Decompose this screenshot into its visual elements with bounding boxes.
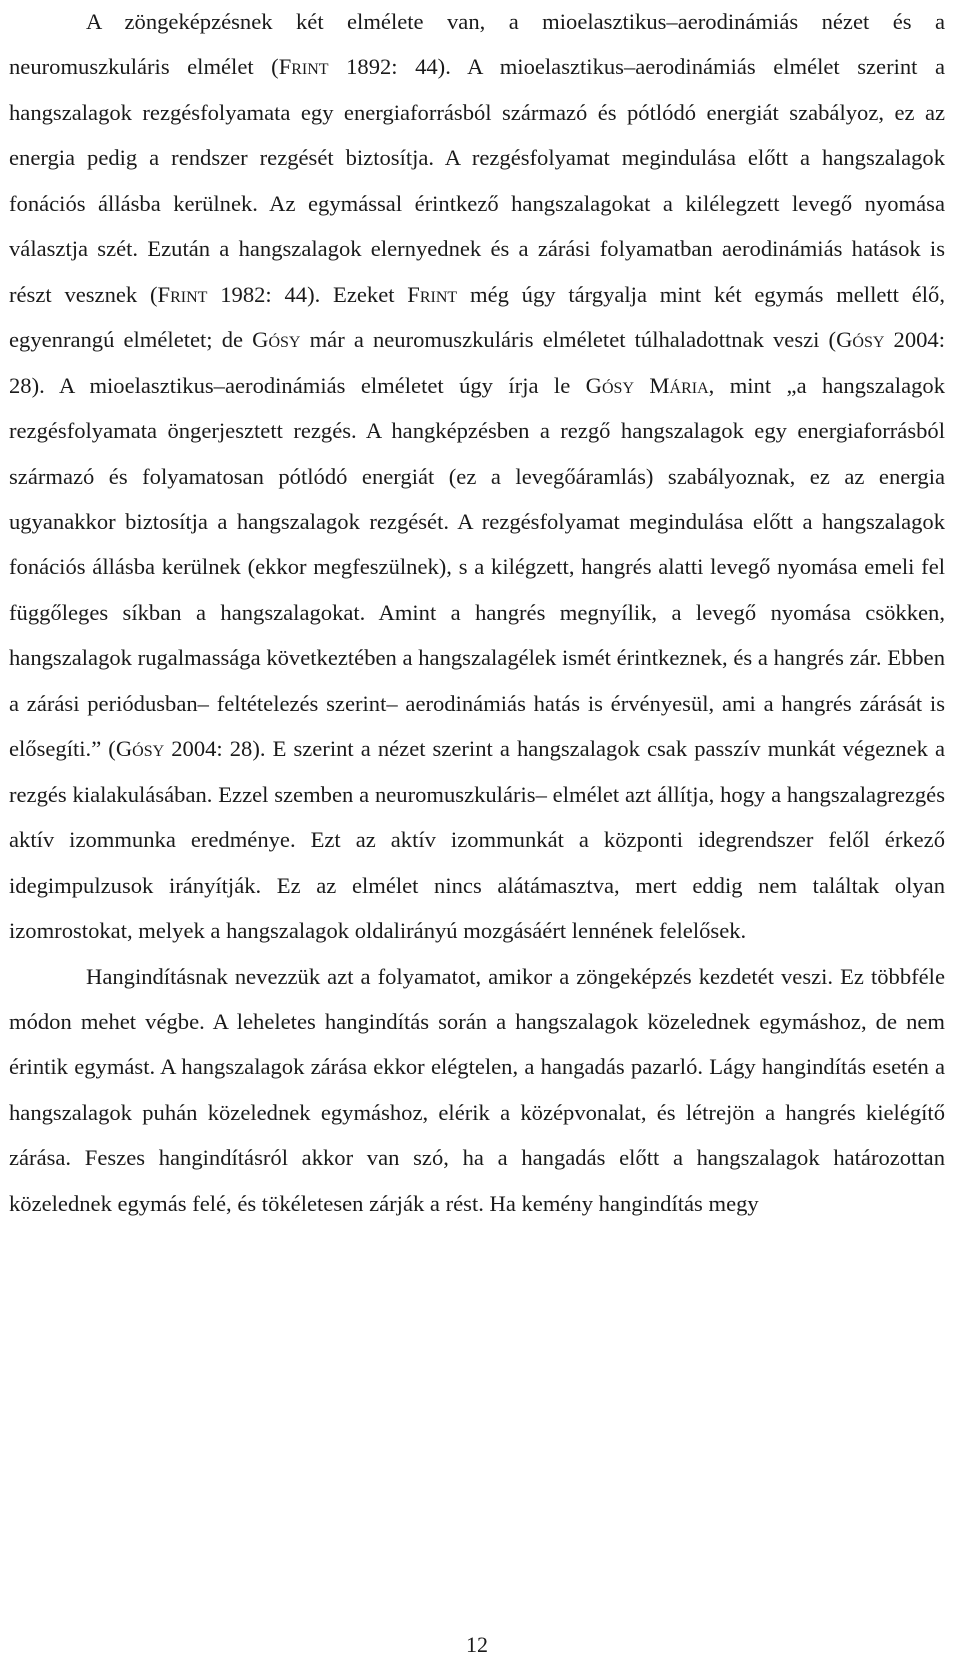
author-name: Gósy	[836, 327, 885, 353]
text-run: Hangindításnak nevezzük azt a folyamatot, amikor a zöngeképzés kezdetét veszi. Ez többféle módon mehet végbe. A leheletes hangindítás során a hangszalagok közelednek egymáshoz, de nem érintik egymást. A hangszalagok zárása ekkor elégtelen, a hangadás pazarló. Lágy hangindítás esetén a hangszalagok puhán közelednek egymáshoz, elérik a középvonalat, és létrejön a hangrés kielégítő zárása. Feszes hangindításról akkor van szó, ha a hangadás előtt a hangszalagok határozottan közelednek egymás felé, és tökéletesen zárják a rést. Ha kemény hangindítás megy	[9, 963, 945, 1216]
author-name: Frint	[278, 54, 329, 80]
page-number: 12	[466, 1632, 488, 1657]
author-name: Frint	[407, 281, 458, 307]
text-run: 1982: 44). Ezeket	[207, 281, 408, 307]
text-run: már a neuromuszkuláris elméletet túlhaladottnak veszi (	[300, 327, 837, 353]
text-run: még úgy tárgyalja mint két egymás mellett élő, egyenrangú elméletet; de	[9, 281, 945, 353]
text-run: 2004: 28). A mioelasztikus–aerodinámiás elméletet úgy írja le	[9, 327, 945, 398]
text-run: 1892: 44). A mioelasztikus–aerodinámiás elmélet szerint a hangszalagok rezgésfolyamata egy energiaforrásból származó és pótlódó energiát szabályoz, ez az energia pedig a rendszer rezgését biztosítja. A rezgésfolyamat megindulása előtt a hangszalagok fonációs állásba kerülnek. Az egymással érintkező hangszalagokat a kilélegzett levegő nyomása választja szét. Ezután a hangszalagok elernyednek és a zárási folyamatban aerodinámiás hatások is részt vesznek (	[9, 54, 945, 307]
text-run: 2004: 28). E szerint a nézet szerint a hangszalagok csak passzív munkát végeznek a rezgés kialakulásában. Ezzel szemben a neuromuszkuláris– elmélet azt állítja, hogy a hangszalagrezgés aktív izommunka eredménye. Ezt az aktív izommunkát a központi idegrendszer felől érkező idegimpulzusok irányítják. Ez az elmélet nincs alátámasztva, mert eddig nem találtak olyan izomrostokat, melyek a hangszalagok oldalirányú mozgásáért lennének felelősek.	[9, 736, 945, 944]
author-name: Gósy	[115, 736, 165, 762]
text-run: , mint „a hangszalagok rezgésfolyamata öngerjesztett rezgés. A hangképzésben a rezgő hangszalagok egy energiaforrásból származó és folyamatosan pótlódó energiát (ez a levegőáramlás) szabályoznak, ez az energia ugyanakkor biztosítja a hangszalagok rezgését. A rezgésfolyamat megindulása előtt a hangszalagok fonációs állásba kerülnek (ekkor megfeszülnek), s a kilégzett, hangrés alatti levegő nyomása emeli fel függőleges síkban a hangszalagokat. Amint a hangrés megnyílik, a levegő nyomása csökken, hangszalagok rugalmassága következtében a hangszalagélek ismét érintkeznek, és a hangrés zár. Ebben a zárási periódusban– feltételezés szerint– aerodinámiás hatás is érvényesül, ami a hangrés zárását is elősegíti.” (	[9, 372, 945, 762]
text-run: A zöngeképzésnek két elmélete van, a mioelasztikus–aerodinámiás nézet és a neuromuszkuláris elmélet (	[9, 9, 945, 80]
author-name: Frint	[157, 281, 208, 307]
body-text	[9, 0, 945, 1226]
author-name: Gósy Mária	[585, 372, 709, 398]
author-name: Gósy	[252, 327, 301, 353]
paragraph-zongekepzes	[9, 0, 945, 954]
paragraph-hanginditas	[9, 954, 945, 1227]
